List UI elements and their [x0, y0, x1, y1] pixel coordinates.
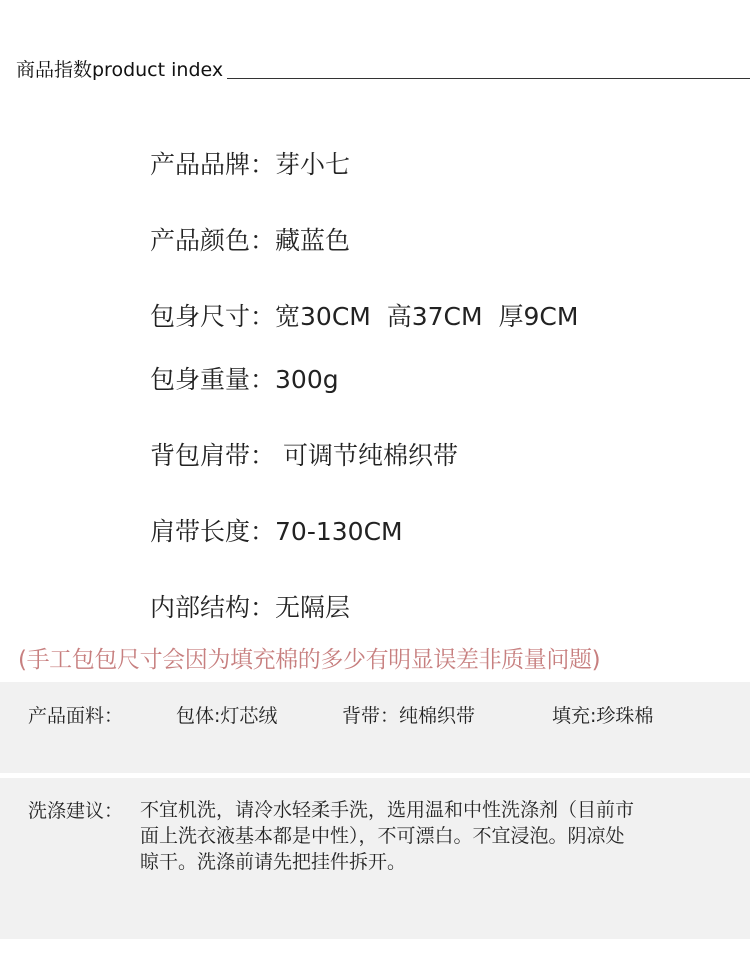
spec-label: 产品品牌：	[150, 150, 276, 179]
spec-weight	[150, 364, 339, 396]
spec-value: 300g	[275, 365, 339, 394]
spec-label: 包身重量：	[150, 365, 276, 394]
section-header	[16, 58, 750, 82]
spec-value: 藏蓝色	[275, 226, 351, 255]
spec-strap	[150, 440, 458, 472]
section-title: 商品指数product index	[16, 59, 224, 81]
wash-instructions	[140, 797, 730, 875]
spec-value: 芽小七	[275, 150, 351, 179]
spec-label: 内部结构：	[150, 593, 276, 622]
spec-color	[150, 225, 350, 257]
spec-label: 包身尺寸：	[150, 302, 276, 331]
spec-value: 70-130CM	[275, 517, 403, 546]
materials-label: 产品面料：	[28, 705, 124, 727]
spec-label: 背包肩带：	[150, 441, 276, 470]
spec-label: 产品颜色：	[150, 226, 276, 255]
spec-size	[150, 301, 578, 333]
spec-brand	[150, 149, 350, 181]
header-divider	[227, 78, 750, 79]
wash-line: 晾干。洗涤前请先把挂件拆开。	[140, 851, 407, 873]
spec-structure	[150, 592, 350, 624]
wash-label: 洗涤建议：	[28, 800, 124, 822]
wash-line: 面上洗衣液基本都是中性），不可漂白。不宜浸泡。阴凉处	[140, 825, 625, 847]
size-disclaimer: (手工包包尺寸会因为填充棉的多少有明显误差非质量问题)	[18, 647, 601, 673]
material-filling: 填充:珍珠棉	[552, 705, 654, 727]
spec-value: 无隔层	[275, 593, 351, 622]
material-strap: 背带：纯棉织带	[342, 705, 476, 727]
wash-line: 不宜机洗，请冷水轻柔手洗，选用温和中性洗涤剂（目前市	[140, 799, 635, 821]
spec-value: 宽30CM 高37CM 厚9CM	[275, 302, 579, 331]
spec-label: 肩带长度：	[150, 517, 276, 546]
material-body: 包体:灯芯绒	[176, 705, 278, 727]
spec-strap-length	[150, 516, 403, 548]
spec-value: 可调节纯棉织带	[275, 441, 458, 470]
